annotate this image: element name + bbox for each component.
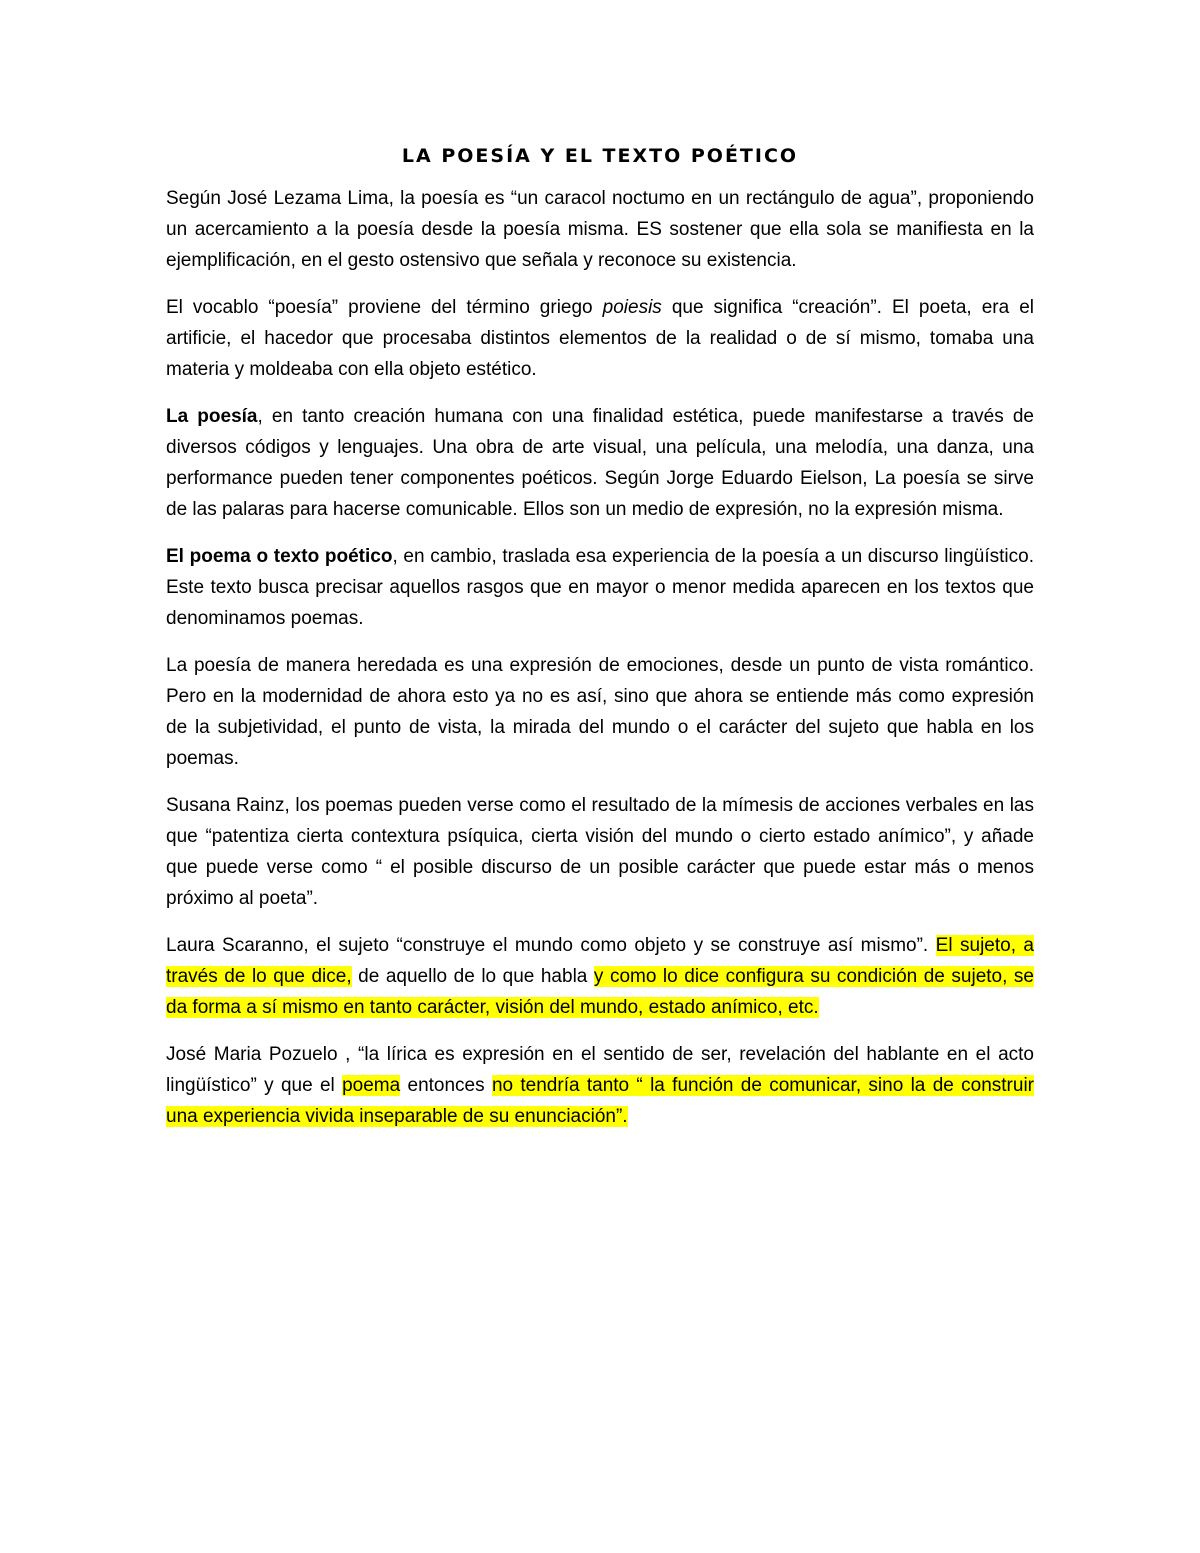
paragraph-text: entonces	[400, 1075, 492, 1096]
highlighted-text: no tendría tanto “ la función de comunicar, sino la de construir una experiencia vivida inseparable de su enunciación”.	[166, 1075, 1034, 1127]
paragraph-text: El vocablo “poesía” proviene del término griego	[166, 297, 603, 318]
paragraph-text: La poesía de manera heredada es una expresión de emociones, desde un punto de vista romántico. Pero en la modernidad de ahora esto ya no es así, sino que ahora se entiende más como expresión de la subjetividad, el punto de vista, la mirada del mundo o el carácter del sujeto que habla en los poemas.	[166, 655, 1034, 769]
highlighted-text: y como lo dice configura su condición de sujeto, se da forma a sí mismo en tanto carácter, visión del mundo, estado anímico, etc.	[166, 966, 1034, 1018]
paragraph-text: Laura Scaranno, el sujeto “construye el mundo como objeto y se construye así mismo”.	[166, 935, 936, 956]
paragraph-pozuelo	[166, 1039, 1034, 1132]
paragraph-lezama-lima	[166, 183, 1034, 276]
paragraph-text: que significa “creación”. El poeta, era el artificie, el hacedor que procesaba distintos elementos de la realidad o de sí mismo, tomaba una materia y moldeaba con ella objeto estético.	[166, 297, 1034, 380]
paragraph-la-poesia	[166, 401, 1034, 525]
paragraph-laura-scaranno	[166, 930, 1034, 1023]
paragraph-poesia-heredada	[166, 650, 1034, 774]
bold-term-el-poema: El poema o texto poético	[166, 546, 393, 567]
highlighted-text: poema	[342, 1075, 401, 1096]
paragraph-text: de aquello de lo que habla	[351, 966, 594, 987]
paragraph-vocablo-poesia	[166, 292, 1034, 385]
paragraph-text: , en cambio, traslada esa experiencia de la poesía a un discurso lingüístico. Este texto busca precisar aquellos rasgos que en mayor o menor medida aparecen en los textos que denominamos poemas.	[166, 546, 1034, 629]
bold-term-la-poesia: La poesía	[166, 406, 258, 427]
document-title: LA POESÍA Y EL TEXTO POÉTICO	[401, 145, 799, 167]
italic-term-poiesis: poiesis	[602, 297, 662, 318]
paragraph-el-poema	[166, 541, 1034, 634]
paragraph-text: José Maria Pozuelo , “la lírica es expresión en el sentido de ser, revelación del hablante en el acto lingüístico” y que el	[166, 1044, 1034, 1096]
paragraph-text: Susana Rainz, los poemas pueden verse como el resultado de la mímesis de acciones verbales en las que “patentiza cierta contextura psíquica, cierta visión del mundo o cierto estado anímico”, y añade que puede verse como “ el posible discurso de un posible carácter que puede estar más o menos próximo al poeta”.	[166, 795, 1034, 909]
highlighted-text: El sujeto, a través de lo que dice,	[166, 935, 1034, 987]
paragraph-text: Según José Lezama Lima, la poesía es “un caracol noctumo en un rectángulo de agua”, proponiendo un acercamiento a la poesía desde la poesía misma. ES sostener que ella sola se manifiesta en la ejemplificación, en el gesto ostensivo que señala y reconoce su existencia.	[166, 188, 1034, 271]
document-body	[166, 141, 1034, 1148]
paragraph-text: , en tanto creación humana con una finalidad estética, puede manifestarse a través de diversos códigos y lenguajes. Una obra de arte visual, una película, una melodía, una danza, una performance pueden tener componentes poéticos. Según Jorge Eduardo Eielson, La poesía se sirve de las palaras para hacerse comunicable. Ellos son un medio de expresión, no la expresión misma.	[166, 406, 1034, 520]
paragraph-susana-rainz	[166, 790, 1034, 914]
